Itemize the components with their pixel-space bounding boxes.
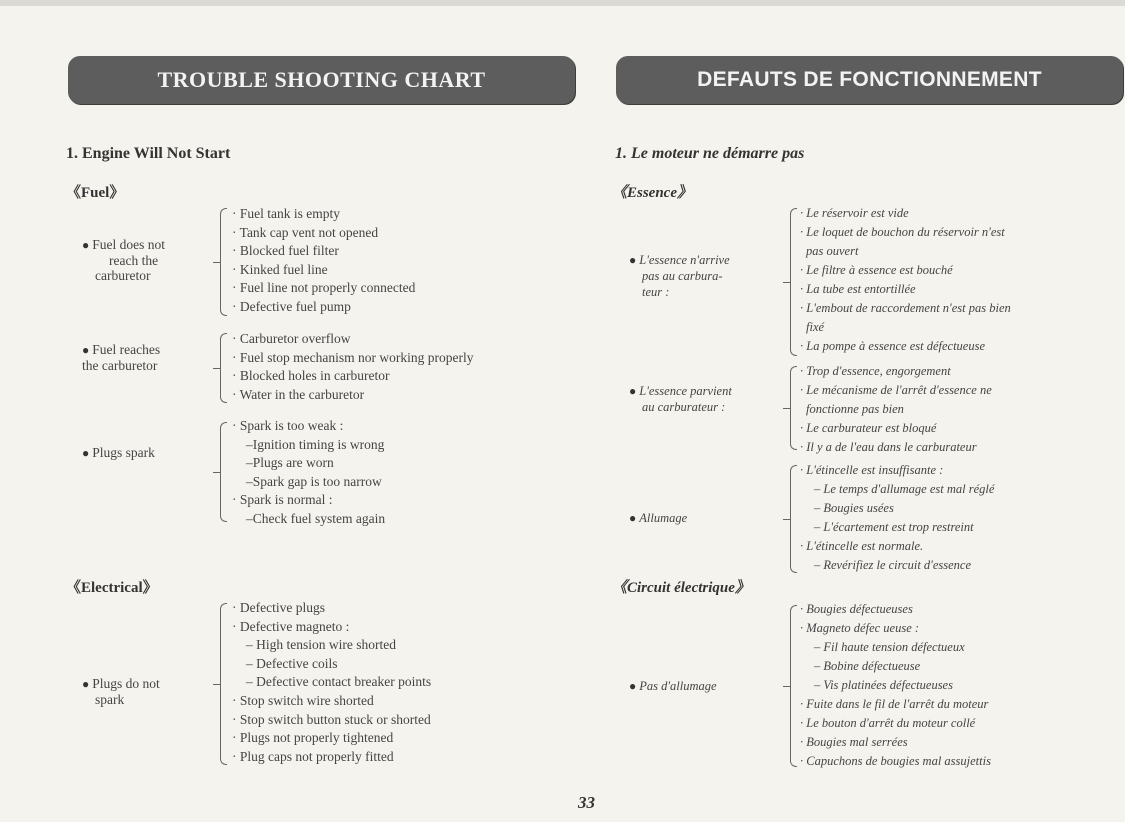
cause-subitem: – Vis platinées défectueuses — [814, 678, 953, 692]
cause-item-continued: pas ouvert — [806, 244, 859, 258]
cause-item: · Plugs not properly tightened — [232, 730, 394, 746]
cause-item: · La pompe à essence est défectueuse — [800, 339, 986, 353]
cause-item: · La tube est entortillée — [800, 282, 916, 296]
english-section-title: 1. Engine Will Not Start — [66, 145, 231, 162]
bullet-icon: ● — [629, 384, 637, 398]
cause-item: · Fuel tank is empty — [232, 206, 340, 221]
bullet-icon: ● — [629, 679, 637, 693]
french-category-electrical: 《Circuit électrique》 — [612, 580, 750, 596]
causes-fuel-reaches — [232, 330, 473, 404]
causes-plugs-no-spark — [232, 599, 431, 766]
cause-item: · L'étincelle est insuffisante : — [800, 463, 944, 477]
english-category-electrical: 《Electrical》 — [66, 580, 158, 596]
condition-essence-parvient: ● L'essence parvient au carburateur : — [629, 384, 732, 414]
causes-essence-n-arrive-pas — [800, 204, 1011, 356]
cause-item: · Il y a de l'eau dans le carburateur — [800, 440, 977, 454]
cause-item: · Capuchons de bougies mal assujettis — [800, 754, 991, 768]
brace-plugs-spark — [220, 422, 227, 522]
cause-item: · Magneto défec ueuse : — [800, 621, 920, 635]
brace-fuel-reaches — [220, 333, 227, 403]
brace-fuel-not-reaching — [220, 208, 227, 316]
cause-subitem: –Spark gap is too narrow — [246, 473, 382, 489]
cause-subitem: – Bobine défectueuse — [814, 659, 921, 673]
cause-item: · Tank cap vent not opened — [232, 224, 379, 240]
cause-item: · Le bouton d'arrêt du moteur collé — [800, 716, 976, 730]
condition-pas-d-allumage: ● Pas d'allumage — [629, 679, 717, 693]
cause-subitem: – Defective coils — [246, 655, 338, 671]
cause-item: · Blocked holes in carburetor — [232, 368, 390, 384]
cause-subitem: – L'écartement est trop restreint — [814, 520, 974, 534]
page-number: 33 — [578, 793, 595, 812]
cause-item: · Le carburateur est bloqué — [800, 421, 937, 435]
french-section-title: 1. Le moteur ne démarre pas — [615, 145, 805, 162]
causes-allumage — [800, 461, 994, 575]
english-category-fuel: 《Fuel》 — [66, 185, 125, 201]
cause-subitem: – Bougies usées — [814, 501, 894, 515]
causes-plugs-spark — [232, 417, 385, 529]
bullet-icon: ● — [82, 677, 90, 691]
cause-subitem: –Ignition timing is wrong — [246, 436, 385, 452]
cause-item: · Fuel line not properly connected — [232, 280, 416, 296]
cause-item: · Stop switch wire shorted — [232, 692, 374, 708]
cause-subitem: –Check fuel system again — [246, 510, 386, 526]
bullet-icon: ● — [82, 238, 90, 252]
brace-essence-n-arrive-pas — [790, 208, 797, 356]
brace-allumage — [790, 465, 797, 573]
cause-item: · Stop switch button stuck or shorted — [232, 711, 431, 727]
cause-subitem: – High tension wire shorted — [246, 637, 396, 653]
cause-item: · Fuite dans le fil de l'arrêt du moteur — [800, 697, 989, 711]
bullet-icon: ● — [629, 253, 637, 267]
condition-fuel-reaches: ● Fuel reaches the carburetor — [82, 342, 161, 373]
cause-item: · Trop d'essence, engorgement — [800, 364, 951, 378]
french-category-essence: 《Essence》 — [612, 185, 692, 201]
cause-subitem: – Le temps d'allumage est mal réglé — [814, 482, 995, 496]
cause-item: · Water in the carburetor — [232, 386, 365, 402]
causes-fuel-not-reaching — [232, 205, 415, 317]
cause-item: · Plug caps not properly fitted — [232, 748, 394, 764]
bullet-icon: ● — [82, 343, 90, 357]
cause-item: · Defective magneto : — [232, 618, 350, 634]
cause-item: · Defective plugs — [232, 600, 325, 615]
cause-subitem: – Defective contact breaker points — [246, 674, 432, 690]
cause-item: · Le réservoir est vide — [800, 206, 909, 220]
cause-item: · Spark is normal : — [232, 492, 333, 508]
cause-item: · L'embout de raccordement n'est pas bien — [800, 301, 1011, 315]
condition-plugs-spark: ● Plugs spark — [82, 445, 155, 460]
cause-subitem: – Fil haute tension défectueux — [814, 640, 965, 654]
french-header-title: DEFAUTS DE FONCTIONNEMENT — [697, 68, 1042, 91]
bullet-icon: ● — [82, 446, 90, 460]
brace-plugs-no-spark — [220, 603, 227, 765]
cause-item: · Kinked fuel line — [232, 261, 328, 277]
causes-pas-d-allumage — [800, 600, 991, 771]
cause-item: · Bougies défectueuses — [800, 602, 913, 616]
bullet-icon: ● — [629, 511, 637, 525]
english-header-title: TROUBLE SHOOTING CHART — [157, 67, 486, 92]
cause-item: · L'étincelle est normale. — [800, 539, 924, 553]
condition-allumage: ● Allumage — [629, 511, 688, 525]
causes-essence-parvient — [800, 362, 992, 457]
cause-item: · Spark is too weak : — [232, 418, 344, 433]
cause-item: · Bougies mal serrées — [800, 735, 908, 749]
cause-item: · Blocked fuel filter — [232, 243, 339, 259]
cause-subitem: – Revérifiez le circuit d'essence — [814, 558, 972, 572]
cause-subitem: –Plugs are worn — [246, 455, 334, 471]
cause-item-continued: fixé — [806, 320, 825, 334]
condition-fuel-not-reaching: ● Fuel does not reach the carburetor — [82, 237, 165, 283]
condition-essence-n-arrive-pas: ● L'essence n'arrive pas au carbura- teur : — [629, 253, 730, 299]
condition-plugs-no-spark: ● Plugs do not spark — [82, 676, 160, 707]
cause-item: · Le loquet de bouchon du réservoir n'est — [800, 225, 1005, 239]
cause-item: · Fuel stop mechanism nor working properly — [232, 349, 474, 365]
cause-item: · Defective fuel pump — [232, 298, 351, 314]
cause-item: · Carburetor overflow — [232, 331, 351, 346]
french-header-banner — [616, 56, 1123, 104]
brace-pas-d-allumage — [790, 605, 797, 767]
cause-item: · Le filtre à essence est bouché — [800, 263, 953, 277]
english-header-banner — [68, 56, 575, 104]
cause-item: · Le mécanisme de l'arrêt d'essence ne — [800, 383, 992, 397]
brace-essence-parvient — [790, 366, 797, 450]
cause-item-continued: fonctionne pas bien — [806, 402, 904, 416]
